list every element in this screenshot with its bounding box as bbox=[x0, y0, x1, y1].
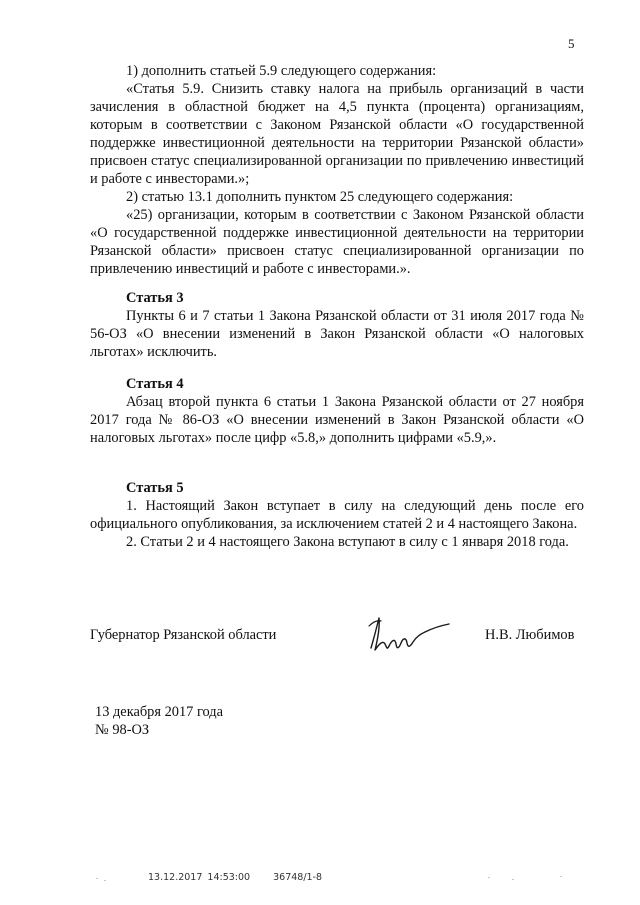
footer-doc-code: 36748/1-8 bbox=[273, 872, 323, 883]
footer-timestamp: 13.12.2017 14:53:00 bbox=[148, 872, 251, 883]
governor-name: Н.В. Любимов bbox=[485, 627, 575, 643]
amendment-item-1: 1) дополнить статьей 5.9 следующего содержания: bbox=[126, 63, 437, 79]
signature-icon bbox=[365, 610, 455, 660]
law-number: № 98-ОЗ bbox=[95, 722, 150, 738]
amendment-item-2-text: «25) организации, которым в соответствии с Законом Рязанской области «О государственной поддержке инвестиционной деятельности на территории Рязанской области» присвоен статус специализированной организации по привлечению инвестиций и работе с инвесторами.». bbox=[90, 207, 584, 277]
article-3-heading: Статья 3 bbox=[126, 290, 184, 306]
scan-speck bbox=[96, 878, 98, 879]
governor-title: Губернатор Рязанской области bbox=[90, 627, 277, 643]
scan-speck bbox=[104, 880, 106, 881]
scan-speck bbox=[512, 879, 514, 880]
article-3-section bbox=[90, 289, 584, 361]
amendment-item-1-text: «Статья 5.9. Снизить ставку налога на прибыль организаций в части зачисления в областной бюджет на 4,5 пункта (процента) организациям, которым в соответствии с Законом Рязанской области «О государственной поддержке инвестиционной деятельности на территории Рязанской области» присвоен статус специализированной организации по привлечению инвестиций и работе с инвесторами.»; bbox=[90, 81, 584, 187]
article-5-text-2: 2. Статьи 2 и 4 настоящего Закона вступают в силу с 1 января 2018 года. bbox=[126, 534, 569, 550]
scan-speck bbox=[488, 877, 490, 878]
article-4-heading: Статья 4 bbox=[126, 376, 184, 392]
article-4-text: Абзац второй пункта 6 статьи 1 Закона Рязанской области от 27 ноября 2017 года № 86-ОЗ «О внесении изменений в Закон Рязанской области «О налоговых льготах» после цифр «5.8,» дополнить цифрами «5.9,». bbox=[90, 394, 584, 446]
article-5-heading: Статья 5 bbox=[126, 480, 184, 496]
scan-speck bbox=[560, 876, 562, 877]
page-number: 5 bbox=[568, 36, 575, 51]
footer-stamp bbox=[148, 872, 322, 883]
article-5-section bbox=[90, 479, 584, 551]
amendments-section bbox=[90, 62, 584, 278]
article-3-text: Пункты 6 и 7 статьи 1 Закона Рязанской области от 31 июля 2017 года № 56-ОЗ «О внесении изменений в Закон Рязанской области «О налоговых льготах» исключить. bbox=[90, 308, 584, 360]
article-5-text-1: 1. Настоящий Закон вступает в силу на следующий день после его официального опубликования, за исключением статей 2 и 4 настоящего Закона. bbox=[90, 498, 584, 532]
law-date: 13 декабря 2017 года bbox=[95, 704, 224, 720]
law-date-block bbox=[95, 703, 223, 739]
article-4-section bbox=[90, 375, 584, 447]
amendment-item-2: 2) статью 13.1 дополнить пунктом 25 следующего содержания: bbox=[126, 189, 514, 205]
